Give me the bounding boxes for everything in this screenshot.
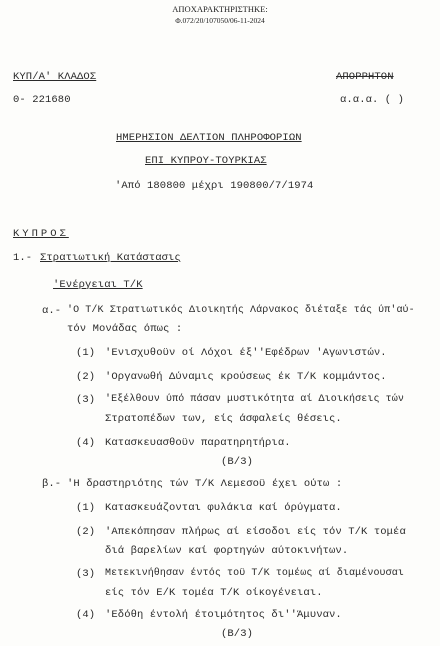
alpha-item-2-number: (2) — [76, 371, 96, 383]
alpha-item-4-number: (4) — [76, 437, 96, 449]
alpha-item-4-text: Κατασκευασθοϋν παρατηρητήρια. — [105, 437, 291, 449]
document-number: 0- 221680 — [13, 94, 71, 106]
page-mark-1: (Β/3) — [221, 456, 254, 468]
declassification-stamp: ΑΠΟΧΑΡΑΚΤΗΡΙΣΤΗΚΕ: — [172, 4, 268, 14]
beta-item-2-number: (2) — [76, 526, 96, 538]
title-line-2: ΕΠΙ ΚΥΠΡΟΥ-ΤΟΥΡΚΙΑΣ — [145, 155, 267, 167]
paragraph-alpha-line-2: τόν Μονάδας όπως : — [67, 323, 183, 335]
beta-item-2-text-line-1: 'Απεκόπησαν πλήρως αί είσοδοι είς τόν Τ/Κ τομέα — [105, 526, 406, 538]
alpha-item-1-number: (1) — [76, 347, 96, 359]
title-line-1: ΗΜΕΡΗΣΙΟΝ ΔΕΛΤΙΟΝ ΠΛΗΡΟΦΟΡΙΩΝ — [116, 132, 302, 144]
alpha-item-1-text: 'Ενισχυθοϋν οί Λόχοι έξ''Εφέδρων 'Αγωνιστών. — [105, 347, 387, 359]
beta-item-4-text: 'Εδόθη έντολή έτοιμότητος δι''Άμυναν. — [105, 609, 342, 621]
title-date-range: 'Από 180800 μέχρι 190800/7/1974 — [115, 180, 314, 192]
subsection-title: Στρατιωτική Κατάστασις — [40, 252, 181, 264]
alpha-item-3-number: (3) — [76, 394, 96, 406]
page-mark-2: (Β/3) — [221, 628, 254, 640]
alpha-item-3-text-line-2: Στρατοπέδων των, είς άσφαλείς θέσεις. — [105, 413, 342, 425]
paragraph-alpha-line-1: 'Ο Τ/Κ Στρατιωτικός Διοικητής Λάρνακος διέταξε τάς ύπ'αύ- — [67, 305, 415, 316]
beta-item-2-text-line-2: διά βαρελίων καί φορτηγών αύτοκινήτων. — [105, 545, 349, 557]
alpha-item-3-text-line-1: 'Εξέλθουν ύπό πάσαν μυστικότητα αί Διοικήσεις τών — [105, 394, 404, 405]
paragraph-beta-line-1: 'Η δραστηριότης τών Τ/Κ Λεμεσοϋ έχει ούτω : — [67, 478, 343, 490]
beta-item-4-number: (4) — [76, 609, 96, 621]
paragraph-beta-label: β.- — [42, 478, 62, 490]
paragraph-alpha-label: α.- — [42, 305, 62, 317]
beta-item-3-text-line-2: είς τόν Ε/Κ τομέα Τ/Κ οίκογένειαι. — [105, 587, 323, 599]
subsection-heading: 'Ενέργειαι Τ/Κ — [53, 279, 143, 291]
office-label: ΚΥΠ/Α' ΚΛΑΔΟΣ — [13, 71, 97, 83]
beta-item-1-number: (1) — [76, 502, 96, 514]
alpha-item-2-text: 'Οργανωθή Δύναμις κρούσεως έκ Τ/Κ κομμάντος. — [105, 371, 387, 383]
section-heading: ΚΥΠΡΟΣ — [13, 228, 69, 240]
beta-item-1-text: Κατασκευάζονται φυλάκια καί όρύγματα. — [105, 502, 342, 514]
beta-item-3-number: (3) — [76, 568, 96, 580]
classification-mark: ΑΠΟΡΡΗΤΟΝ — [336, 71, 394, 83]
beta-item-3-text-line-1: Μετεκινήθησαν έντός τοϋ Τ/Κ τομέως αί διαμένουσαι — [105, 568, 404, 579]
reference-number: α.α.α. ( ) — [340, 94, 405, 106]
subsection-number: 1.- — [13, 252, 33, 264]
declassification-reference: Φ.072/20/107050/06-11-2024 — [175, 16, 265, 25]
